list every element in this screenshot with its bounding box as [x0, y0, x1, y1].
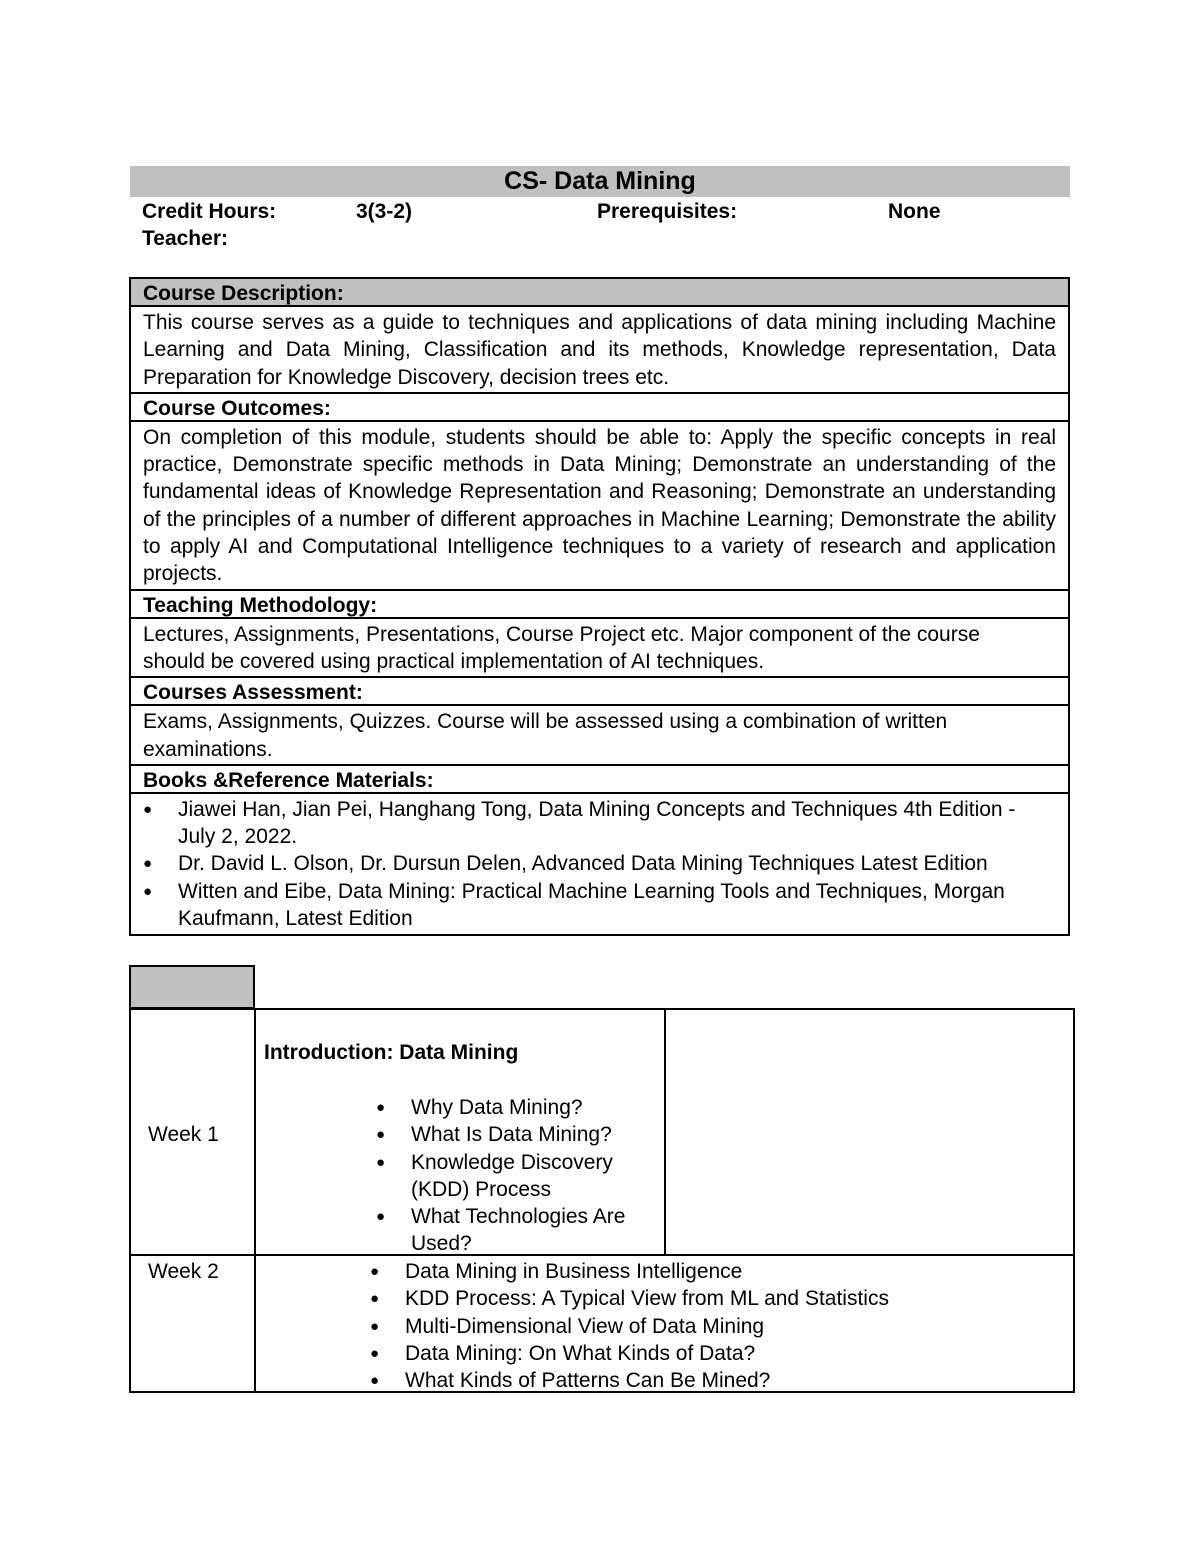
- book-item: ● Jiawei Han, Jian Pei, Hanghang Tong, Data Mining Concepts and Techniques 4th Edition - July 2, 2022.: [143, 796, 1016, 851]
- topic-item: ● Knowledge Discovery (KDD) Process: [376, 1149, 656, 1204]
- book-item: ● Witten and Eibe, Data Mining: Practical Machine Learning Tools and Techniques, Morgan Kaufmann, Latest Edition: [143, 878, 1016, 933]
- topic-item: ● Data Mining: On What Kinds of Data?: [370, 1340, 1050, 1367]
- week1-title: Introduction: Data Mining: [264, 1041, 519, 1064]
- course-description-text: This course serves as a guide to techniques and applications of data mining including Machine Learning and Data Mining, Classification and its methods, Knowledge representation, Data Preparation for Knowledge Discovery, decision trees etc.: [131, 307, 1068, 394]
- week1-notes-cell: [664, 1008, 1075, 1256]
- week1-label: Week 1: [148, 1123, 219, 1146]
- week1-topic-list: [376, 1094, 656, 1258]
- prerequisites-label: Prerequisites:: [597, 200, 738, 223]
- teaching-methodology-text: Lectures, Assignments, Presentations, Course Project etc. Major component of the course should be covered using practical implementation of AI techniques.: [131, 619, 1068, 679]
- topic-item: ● Why Data Mining?: [376, 1094, 656, 1121]
- week1-topics-cell: [254, 1008, 666, 1256]
- week2-label-cell: [129, 1254, 256, 1393]
- teacher-label: Teacher:: [142, 227, 228, 250]
- topic-item: ● Data Mining in Business Intelligence: [370, 1258, 1050, 1285]
- book-item: ● Dr. David L. Olson, Dr. Dursun Delen, Advanced Data Mining Techniques Latest Edition: [143, 850, 1016, 877]
- week2-label: Week 2: [148, 1260, 219, 1283]
- teaching-methodology-heading: Teaching Methodology:: [131, 591, 1068, 619]
- week2-topic-list: [370, 1258, 1050, 1394]
- courses-assessment-text: Exams, Assignments, Quizzes. Course will be assessed using a combination of written examinations.: [131, 706, 1068, 766]
- credit-hours-label: Credit Hours:: [142, 200, 277, 223]
- courses-assessment-heading: Courses Assessment:: [131, 678, 1068, 706]
- prerequisites-value: None: [888, 200, 941, 223]
- course-info-table: [129, 277, 1070, 936]
- topic-item: ● What Technologies Are Used?: [376, 1203, 656, 1258]
- course-title: CS- Data Mining: [130, 166, 1070, 197]
- schedule-header-cell: [129, 965, 255, 1009]
- week1-label-cell: [129, 1008, 256, 1256]
- week2-topics-cell: [254, 1254, 1075, 1393]
- course-outcomes-heading: Course Outcomes:: [131, 394, 1068, 422]
- topic-item: ● What Is Data Mining?: [376, 1121, 656, 1148]
- course-description-heading: Course Description:: [131, 279, 1068, 307]
- books-list-cell: [131, 794, 1068, 934]
- topic-item: ● What Kinds of Patterns Can Be Mined?: [370, 1367, 1050, 1394]
- credit-hours-value: 3(3-2): [356, 200, 413, 223]
- books-list: [143, 796, 1056, 932]
- course-outcomes-text: On completion of this module, students should be able to: Apply the specific concepts in real practice, Demonstrate specific methods in Data Mining; Demonstrate an understanding of the fundamental ideas of Knowledge Representation and Reasoning; Demonstrate an understanding of the principles of a number of different approaches in Machine Learning; Demonstrate the ability to apply AI and Computational Intelligence techniques to a variety of research and application projects.: [131, 422, 1068, 591]
- topic-item: ● Multi-Dimensional View of Data Mining: [370, 1313, 1050, 1340]
- topic-item: ● KDD Process: A Typical View from ML and Statistics: [370, 1285, 1050, 1312]
- books-heading: Books &Reference Materials:: [131, 766, 1068, 794]
